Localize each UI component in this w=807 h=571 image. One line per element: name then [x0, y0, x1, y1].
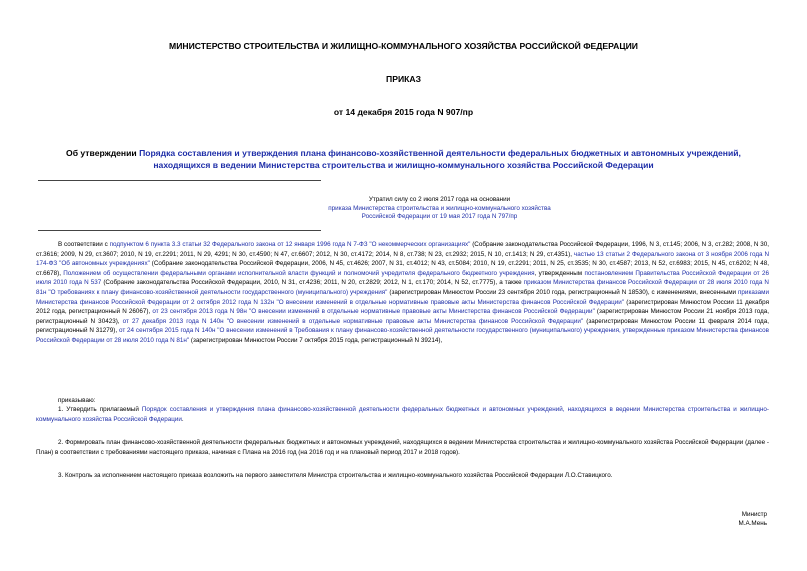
- preamble-text: (зарегистрирован Минюстом России 7 октября 2015 года, регистрационный N 39214),: [189, 336, 443, 344]
- preamble-link[interactable]: подпунктом 6 пункта 3.3 статьи 32 Федерального закона от 12 января 1996 года N 7-ФЗ "О некоммерческих организациях": [109, 241, 471, 248]
- preamble-link[interactable]: от 24 сентября 2015 года N 140н "О внесении изменений в Требования к плану финансово-хозяйственной деятельности государственного (муниципального) учреждения, утвержденные приказом Министерства финансов Российской Федерации от 28 июля 2010 года N 81н": [36, 327, 769, 344]
- preamble-text: (зарегистрирован Минюстом России 21 ноября 2013 года, регистрационный N 30423),: [36, 308, 769, 325]
- item-1-suffix: .: [181, 415, 184, 423]
- preamble-text: (зарегистрирован Минюстом России 23 сентября 2010 года, регистрационный N 18530), с изменениями, внесенными: [387, 288, 739, 296]
- item-3: 3. Контроль за исполнением настоящего приказа возложить на первого заместителя Министра строительства и жилищно-коммунального хозяйства Российской Федерации Л.О.Ставицкого.: [58, 472, 613, 479]
- status-link-2[interactable]: Российской Федерации от 19 мая 2017 года N 797/пр: [361, 213, 518, 221]
- title-prefix: Об утверждении: [66, 148, 140, 158]
- order-word: приказываю:: [58, 397, 96, 404]
- preamble-text: (Собрание законодательства Российской Федерации, 1996, N 3, ст.145; 2006, N 3, ст.282; 2008, N 30, ст.3616; 2009, N 29, ст.3607; 2010, N 19, ст.2291; 2011, N 29, 4291; N 30, ст.4590; N 47, ст.6607; 2012, N 30, ст.4172; 2014, N 8, ст.738; N 23, ст.2932; 2015, N 10, ст.1413; N 29, ст.4351),: [36, 241, 769, 258]
- preamble-link[interactable]: приказами Министерства финансов Российской Федерации от 2 октября 2012 года N 132н "О внесении изменений в отдельные нормативные правовые акты Министерства финансов Российской Федерации": [36, 288, 770, 306]
- signature-block: [567, 511, 767, 528]
- preamble-link[interactable]: частью 13 статьи 2 Федерального закона от 3 ноября 2006 года N 174-ФЗ "Об автономных учреждениях": [36, 250, 769, 268]
- preamble-link[interactable]: постановлением Правительства Российской Федерации от 26 июля 2010 года N 537: [36, 269, 769, 287]
- preamble-paragraph: [36, 240, 769, 346]
- status-note: [36, 196, 807, 222]
- preamble-text: В соответствии с: [58, 241, 110, 248]
- preamble-link[interactable]: приказом Министерства финансов Российской Федерации от 28 июля 2010 года N 81н "О требованиях к плану финансово-хозяйственной деятельности государственного (муниципального) учреждения": [36, 279, 769, 296]
- date-number: от 14 декабря 2015 года N 907/пр: [333, 107, 474, 117]
- preamble-link[interactable]: Положением об осуществлении федеральными органами исполнительной власти функций и полномочий учредителя федерального бюджетного учреждения: [63, 269, 535, 277]
- preamble-text: (Собрание законодательства Российской Федерации, 2006, N 45, ст.4626; 2007, N 31, ст.4012; N 43, ст.5084; 2010, N 19, ст.2291; 2011, N 25, ст.3535; N 30, ст.4587; 2013, N 52, ст.6983; 2015, N 45, ст.6202; N 48, ст.6678),: [36, 260, 769, 277]
- item-2: 2. Формировать план финансово-хозяйственной деятельности федеральных бюджетных и автономных учреждений, находящихся в ведении Министерства строительства и жилищно-коммунального хозяйства Российской Федерации (далее - План) в соответствии с требованиями настоящего приказа, начиная с Плана на 2016 год (на 2016 год и на плановый период 2017 и 2018 годов).: [36, 439, 769, 456]
- doc-type-heading: ПРИКАЗ: [386, 74, 421, 84]
- preamble-text: , утвержденным: [534, 269, 585, 277]
- ministry-heading: МИНИСТЕРСТВО СТРОИТЕЛЬСТВА И ЖИЛИЩНО-КОММУНАЛЬНОГО ХОЗЯЙСТВА РОССИЙСКОЙ ФЕДЕРАЦИИ: [169, 41, 638, 51]
- preamble-link[interactable]: от 23 сентября 2013 года N 98н "О внесении изменений в отдельные нормативные правовые акты Министерства финансов Российской Федерации": [152, 308, 595, 316]
- document-title: [0, 147, 807, 171]
- signature-name: М.А.Мень: [738, 519, 767, 527]
- preamble-text: (зарегистрирован Минюстом России 11 декабря 2012 года, регистрационный N 26067),: [36, 298, 769, 316]
- preamble-text: (Собрание законодательства Российской Федерации, 2010, N 31, ст.4236; 2011, N 20, ст.2829; 2012, N 1, ст.170; 2014, N 52, ст.7775), а также: [101, 279, 524, 287]
- status-line: Утратил силу со 2 июля 2017 года на основании: [368, 196, 511, 203]
- divider: [38, 180, 321, 181]
- item-1: [36, 405, 769, 424]
- procedure-link[interactable]: Порядок составления и утверждения плана финансово-хозяйственной деятельности федеральных бюджетных и автономных учреждений, находящихся в ведении Министерства строительства и жилищно-коммунального хозяйства Российской Федерации: [36, 406, 769, 423]
- signature-position: Министр: [741, 511, 767, 518]
- preamble-text: (зарегистрирован Минюстом России 11 февраля 2014 года, регистрационный N 31279),: [36, 317, 769, 335]
- preamble-link[interactable]: от 27 декабря 2013 года N 140н "О внесении изменений в отдельные нормативные правовые акты Министерства финансов Российской Федерации": [122, 317, 584, 325]
- status-link-1[interactable]: приказа Министерства строительства и жилищно-коммунального хозяйства: [328, 204, 551, 212]
- item-1-prefix: 1. Утвердить прилагаемый: [58, 406, 142, 413]
- title-link-2[interactable]: находящихся в ведении Министерства строительства и жилищно-коммунального хозяйства Российской Федерации: [153, 160, 654, 170]
- title-link-1[interactable]: Порядка составления и утверждения плана финансово-хозяйственной деятельности федеральных бюджетных и автономных учреждений,: [139, 148, 741, 158]
- divider: [38, 230, 321, 231]
